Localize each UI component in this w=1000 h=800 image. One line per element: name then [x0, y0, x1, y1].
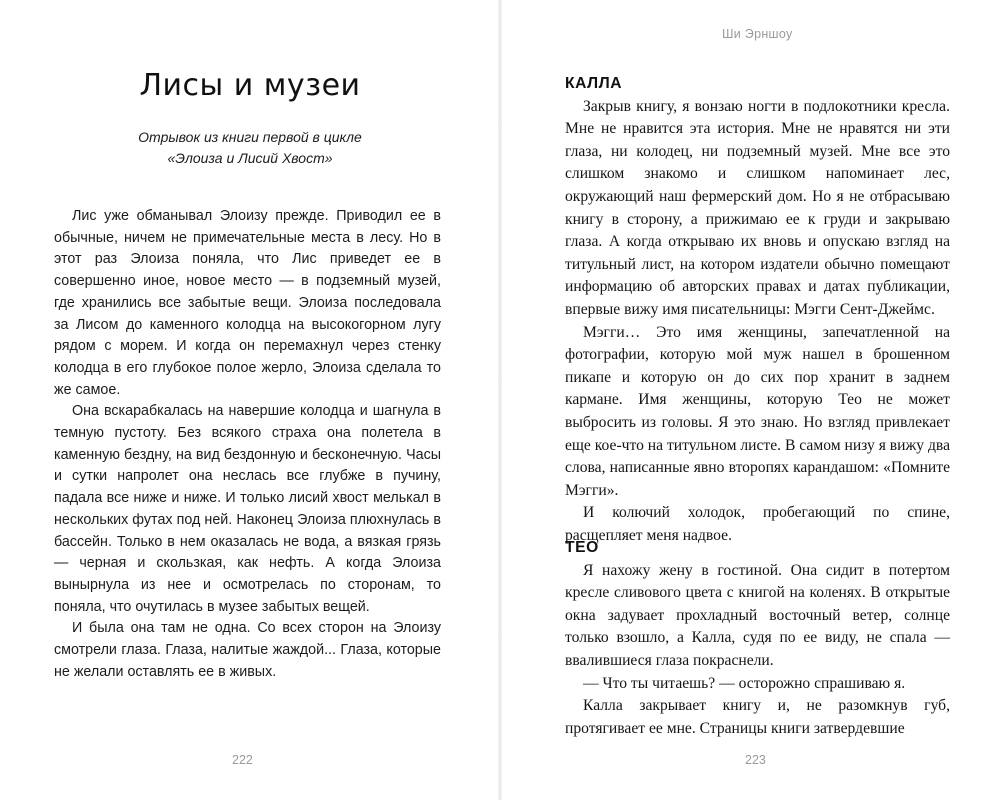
story-subtitle	[62, 127, 438, 169]
page-number-left: 222	[232, 753, 253, 767]
page-number-right: 223	[745, 753, 766, 767]
paragraph: И колючий холодок, пробегающий по спине, расщепляет меня надвое.	[565, 504, 950, 544]
paragraph: Мэгги… Это имя женщины, запечатленной на фотографии, которую мой муж нашел в брошенном пикапе и которую он до сих пор хранит в заднем кармане. Имя женщины, которую Тео не может выбросить из головы. Я это знаю. Но взгляд привлекает еще кое-что на титульном листе. В самом низу я вижу два слова, написанные явно второпях карандашом: «Помните Мэгги».	[565, 323, 950, 499]
section-heading: КАЛЛА	[565, 75, 623, 92]
subtitle-line-1: Отрывок из книги первой в цикле	[138, 129, 362, 145]
paragraph: Я нахожу жену в гостиной. Она сидит в потертом кресле сливового цвета с книгой на коленях. В открытые окна задувает прохладный восточный ветер, солнце только взошло, а Калла, судя по ее виду, не спала — ввалившиеся глаза покраснели.	[565, 561, 950, 669]
paragraph: — Что ты читаешь? — осторожно спрашиваю я.	[583, 674, 906, 692]
paragraph: И была она там не одна. Со всех сторон на Элоизу смотрели глаза. Глаза, налитые жаждой... Глаза, которые не желали оставлять ее в живых.	[54, 620, 441, 680]
section-calla	[565, 73, 950, 547]
paragraph: Она вскарабкалась на навершие колодца и шагнула в темную пустоту. Без всякого страха она полетела в каменную бездну, на вид бездонную и бесконечную. Часы и сутки напролет она неслась все глубже в пучину, падала все ниже и ниже. И только лисий хвост мелькал в нескольких футах под ней. Наконец Элоиза плюхнулась в бассейн. Только в нем оказалась не вода, а вязкая грязь — черная и скользкая, как нефть. А когда Элоиза вынырнула из нее и осмотрелась по сторонам, то поняла, что очутилась в музее забытых вещей.	[54, 403, 441, 615]
section-theo	[565, 537, 950, 740]
section-heading: ТЕО	[565, 539, 599, 556]
paragraph: Лис уже обманывал Элоизу прежде. Приводил ее в обычные, ничем не примечательные места в лесу. Но в этот раз Элоиза поняла, что Лис приведет ее в совершенно иное, новое место — в подземный музей, где хранились все забытые вещи. Элоиза последовала за Лисом до каменного колодца на высокогорном лугу рядом с морем. И когда он перемахнул через стенку колодца в его глубокое полое жерло, Элоиза сделала то же самое.	[54, 208, 441, 398]
subtitle-line-2: «Элоиза и Лисий Хвост»	[167, 150, 333, 166]
running-head-author: Ши Эрншоу	[722, 27, 793, 41]
story-title: Лисы и музеи	[139, 68, 361, 103]
paragraph: Калла закрывает книгу и, не разомкнув губ, протягивает ее мне. Страницы книги затвердевшие	[565, 697, 950, 737]
paragraph: Закрыв книгу, я вонзаю ногти в подлокотники кресла. Мне не нравится эта история. Мне не нравятся ни эти глаза, ни колодец, ни подземный музей. Мне все это слишком знакомо и слишком напоминает лес, окружающий наш фермерский дом. Но я не отбрасываю книгу в сторону, а прижимаю ее к груди и закрываю глаза. А когда открываю их вновь и опускаю взгляд на титульный лист, на котором издатели обычно помещают информацию об авторских правах и датах публикации, впервые вижу имя писательницы: Мэгги Сент-Джеймс.	[565, 97, 950, 318]
story-excerpt	[54, 206, 441, 683]
